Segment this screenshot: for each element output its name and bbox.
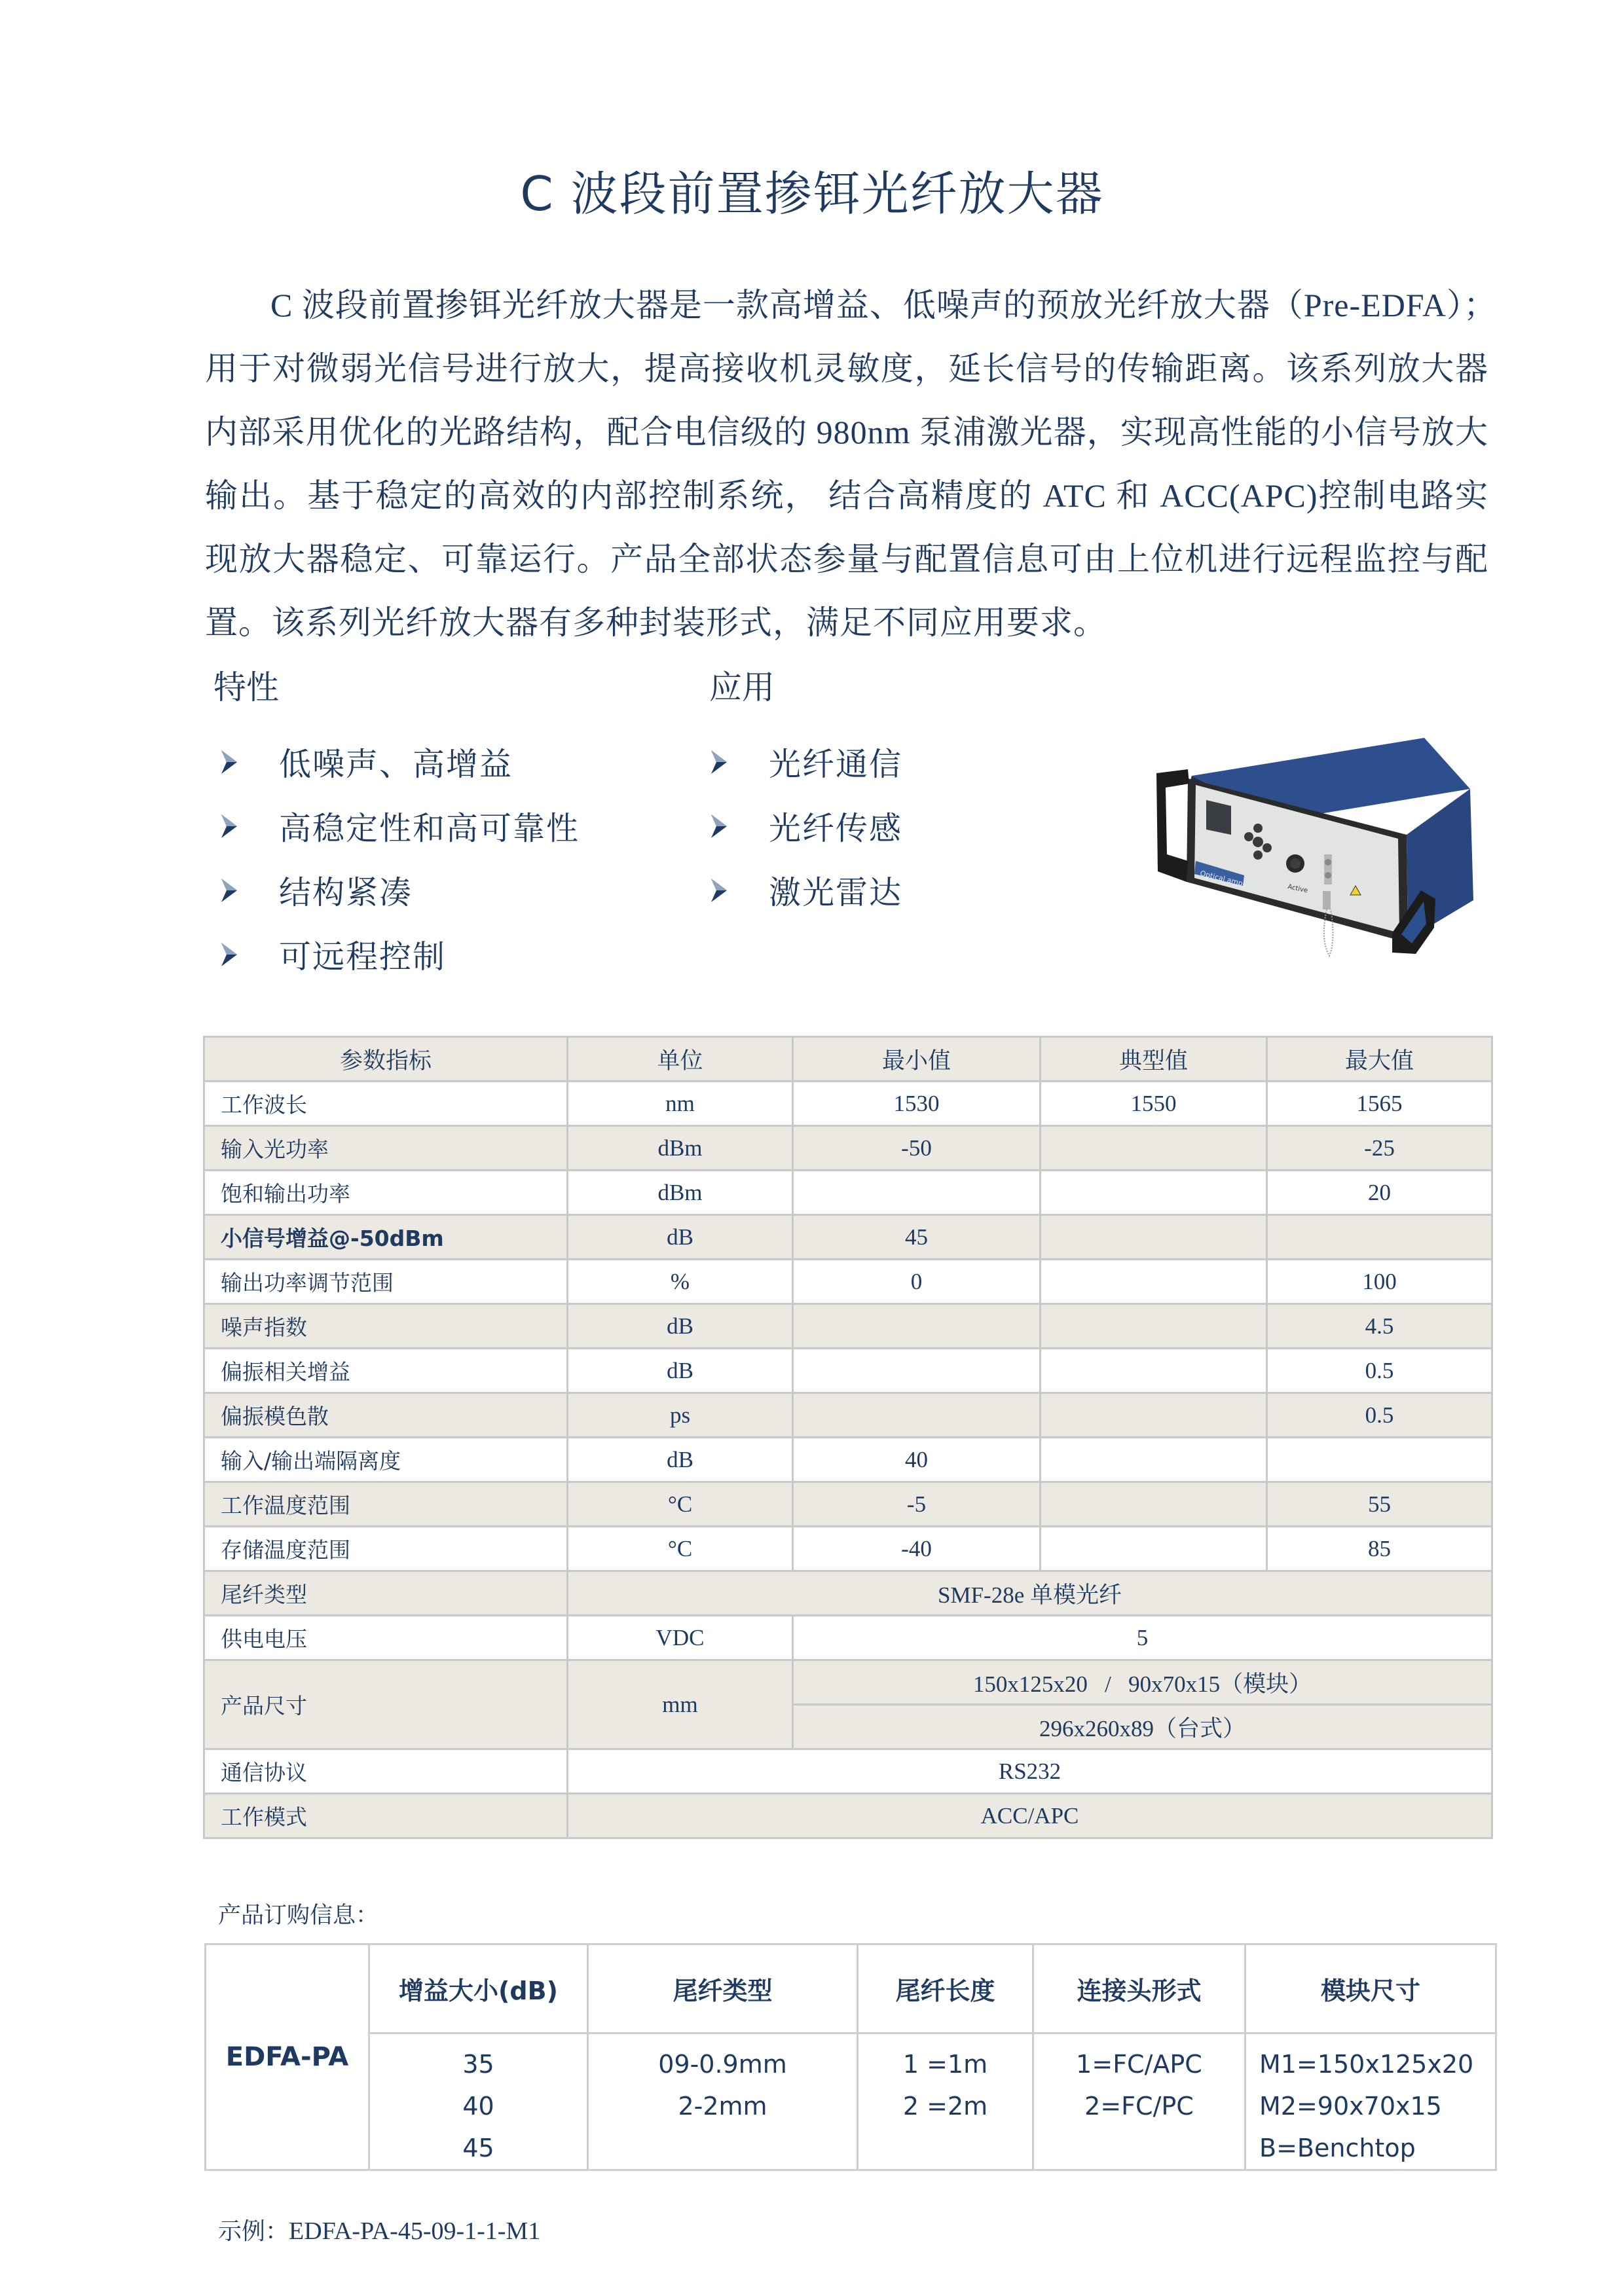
typ-cell: 1550	[1041, 1082, 1267, 1126]
fiber-length-options	[858, 2033, 1033, 2170]
feature-label: 结构紧凑	[279, 874, 413, 911]
arrow-bullet-icon	[216, 813, 279, 839]
table-row	[204, 1527, 1492, 1571]
max-cell: 0.5	[1267, 1349, 1492, 1393]
features-heading: 特性	[213, 668, 279, 706]
product-photo	[1133, 723, 1486, 972]
arrow-bullet-icon	[706, 749, 769, 775]
table-row	[204, 1215, 1492, 1260]
table-row	[204, 1126, 1492, 1171]
header-param: 参数指标	[204, 1037, 568, 1082]
typ-cell	[1041, 1304, 1267, 1349]
table-row	[204, 1393, 1492, 1438]
ordering-table	[204, 1943, 1497, 2171]
option: 09-0.9mm	[658, 2050, 787, 2079]
table-row	[204, 1571, 1492, 1616]
unit-cell: %	[568, 1260, 793, 1304]
application-label: 激光雷达	[769, 874, 903, 911]
ordering-values-row	[206, 2033, 1496, 2170]
header-fiber-type: 尾纤类型	[588, 1944, 858, 2033]
model-name: EDFA-PA	[206, 1944, 369, 2170]
unit-cell: °C	[568, 1482, 793, 1527]
application-item	[706, 858, 902, 922]
min-cell: 45	[793, 1215, 1041, 1260]
active-label: Active	[1287, 883, 1308, 895]
spec-header-row	[204, 1037, 1492, 1082]
application-item	[706, 730, 902, 794]
intro-paragraph	[205, 274, 1498, 655]
header-unit: 单位	[568, 1037, 793, 1082]
param-cell: 噪声指数	[204, 1304, 568, 1349]
typ-cell	[1041, 1126, 1267, 1171]
intro-line: 内部采用优化的光路结构，配合电信级的 980nm 泵浦激光器，实现高性能的小信号放大	[205, 414, 1488, 450]
param-cell: 偏振相关增益	[204, 1349, 568, 1393]
min-cell	[793, 1304, 1041, 1349]
max-cell: 0.5	[1267, 1393, 1492, 1438]
option: 45	[462, 2134, 494, 2162]
param-cell: 工作模式	[204, 1794, 568, 1838]
example-label: 示例：	[218, 2218, 289, 2245]
header-fiber-length: 尾纤长度	[858, 1944, 1033, 2033]
table-row	[204, 1616, 1492, 1660]
table-row	[204, 1349, 1492, 1393]
gain-options	[369, 2033, 588, 2170]
module-size-options	[1246, 2033, 1496, 2170]
protocol-value: RS232	[568, 1749, 1492, 1794]
intro-line: 输出。基于稳定的高效的内部控制系统， 结合高精度的 ATC 和 ACC(APC)控制电路实	[205, 477, 1488, 514]
max-cell: 4.5	[1267, 1304, 1492, 1349]
unit-cell: dB	[568, 1438, 793, 1482]
option: 40	[462, 2092, 494, 2121]
min-cell	[793, 1171, 1041, 1215]
header-typ: 典型值	[1041, 1037, 1267, 1082]
arrow-bullet-icon	[216, 877, 279, 903]
feature-item	[216, 858, 580, 922]
arrow-bullet-icon	[216, 941, 279, 968]
param-cell: 输出功率调节范围	[204, 1260, 568, 1304]
feature-item	[216, 922, 580, 987]
min-cell: -50	[793, 1126, 1041, 1171]
min-cell: 0	[793, 1260, 1041, 1304]
table-row	[204, 1660, 1492, 1705]
param-cell: 小信号增益@-50dBm	[204, 1215, 568, 1260]
max-cell: 55	[1267, 1482, 1492, 1527]
feature-label: 高稳定性和高可靠性	[279, 810, 580, 847]
page-title: C 波段前置掺铒光纤放大器	[520, 166, 1104, 221]
size-benchtop-value: 296x260x89（台式）	[793, 1705, 1492, 1749]
typ-cell	[1041, 1215, 1267, 1260]
min-cell: -5	[793, 1482, 1041, 1527]
param-cell: 输入光功率	[204, 1126, 568, 1171]
table-row	[204, 1749, 1492, 1794]
features-list	[216, 730, 580, 987]
unit-cell: °C	[568, 1527, 793, 1571]
panel-label: Optical amplifier	[1199, 869, 1259, 892]
header-min: 最小值	[793, 1037, 1041, 1082]
option: 2-2mm	[678, 2092, 767, 2121]
intro-line: 现放大器稳定、可靠运行。产品全部状态参量与配置信息可由上位机进行远程监控与配	[205, 541, 1488, 577]
intro-line: 用于对微弱光信号进行放大，提高接收机灵敏度，延长信号的传输距离。该系列放大器	[205, 350, 1488, 387]
ordering-header-row	[206, 1944, 1496, 2033]
arrow-bullet-icon	[706, 877, 769, 903]
unit-cell: nm	[568, 1082, 793, 1126]
option: 2=FC/PC	[1084, 2092, 1194, 2121]
param-cell: 供电电压	[204, 1616, 568, 1660]
typ-cell	[1041, 1260, 1267, 1304]
table-row	[204, 1260, 1492, 1304]
size-module-value: 150x125x20 / 90x70x15（模块）	[793, 1660, 1492, 1705]
table-row	[204, 1438, 1492, 1482]
arrow-bullet-icon	[216, 749, 279, 775]
min-cell	[793, 1393, 1041, 1438]
application-label: 光纤传感	[769, 810, 903, 847]
ordering-info-label: 产品订购信息：	[218, 1903, 379, 1929]
param-cell: 尾纤类型	[204, 1571, 568, 1616]
feature-item	[216, 794, 580, 858]
applications-heading: 应用	[709, 668, 775, 706]
unit-cell: dB	[568, 1349, 793, 1393]
param-cell: 输入/输出端隔离度	[204, 1438, 568, 1482]
min-cell: 40	[793, 1438, 1041, 1482]
typ-cell	[1041, 1393, 1267, 1438]
max-cell: 100	[1267, 1260, 1492, 1304]
arrow-bullet-icon	[706, 813, 769, 839]
connector-options	[1033, 2033, 1246, 2170]
table-row	[204, 1482, 1492, 1527]
option: 35	[462, 2050, 494, 2079]
param-cell: 饱和输出功率	[204, 1171, 568, 1215]
unit-cell: dBm	[568, 1171, 793, 1215]
application-label: 光纤通信	[769, 746, 903, 783]
table-row	[204, 1082, 1492, 1126]
table-row	[204, 1304, 1492, 1349]
supply-voltage-value: 5	[793, 1616, 1492, 1660]
option: M1=150x125x20	[1259, 2050, 1474, 2079]
header-max: 最大值	[1267, 1037, 1492, 1082]
intro-line: 置。该系列光纤放大器有多种封装形式，满足不同应用要求。	[205, 604, 1107, 641]
max-cell: 20	[1267, 1171, 1492, 1215]
max-cell	[1267, 1438, 1492, 1482]
param-cell: 偏振模色散	[204, 1393, 568, 1438]
param-cell: 存储温度范围	[204, 1527, 568, 1571]
typ-cell	[1041, 1438, 1267, 1482]
option: 1=FC/APC	[1076, 2050, 1202, 2079]
feature-label: 低噪声、高增益	[279, 746, 513, 783]
max-cell: -25	[1267, 1126, 1492, 1171]
typ-cell	[1041, 1482, 1267, 1527]
min-cell	[793, 1349, 1041, 1393]
typ-cell	[1041, 1527, 1267, 1571]
application-item	[706, 794, 902, 858]
unit-cell: dB	[568, 1215, 793, 1260]
min-cell: 1530	[793, 1082, 1041, 1126]
unit-cell: ps	[568, 1393, 793, 1438]
header-connector: 连接头形式	[1033, 1944, 1246, 2033]
min-cell: -40	[793, 1527, 1041, 1571]
spec-table	[203, 1036, 1493, 1839]
option: M2=90x70x15	[1259, 2092, 1442, 2121]
param-cell: 产品尺寸	[204, 1660, 568, 1749]
unit-cell: mm	[568, 1660, 793, 1749]
intro-line: C 波段前置掺铒光纤放大器是一款高增益、低噪声的预放光纤放大器（Pre-EDFA）；	[270, 287, 1498, 323]
feature-label: 可远程控制	[279, 938, 447, 975]
param-cell: 通信协议	[204, 1749, 568, 1794]
example-value: EDFA-PA-45-09-1-1-M1	[289, 2217, 541, 2245]
fiber-type-value: SMF-28e 单模光纤	[568, 1571, 1492, 1616]
option: B=Benchtop	[1259, 2134, 1416, 2162]
table-row	[204, 1794, 1492, 1838]
max-cell	[1267, 1215, 1492, 1260]
option: 2 =2m	[902, 2092, 988, 2121]
max-cell: 1565	[1267, 1082, 1492, 1126]
max-cell: 85	[1267, 1527, 1492, 1571]
example-part-number	[218, 2213, 540, 2246]
option: 1 =1m	[902, 2050, 988, 2079]
applications-list	[706, 730, 902, 922]
header-gain: 增益大小(dB)	[369, 1944, 588, 2033]
feature-item	[216, 730, 580, 794]
fiber-type-options	[588, 2033, 858, 2170]
unit-cell: dBm	[568, 1126, 793, 1171]
typ-cell	[1041, 1171, 1267, 1215]
param-cell: 工作波长	[204, 1082, 568, 1126]
mode-value: ACC/APC	[568, 1794, 1492, 1838]
unit-cell: VDC	[568, 1616, 793, 1660]
table-row	[204, 1171, 1492, 1215]
unit-cell: dB	[568, 1304, 793, 1349]
param-cell: 工作温度范围	[204, 1482, 568, 1527]
header-module-size: 模块尺寸	[1246, 1944, 1496, 2033]
typ-cell	[1041, 1349, 1267, 1393]
